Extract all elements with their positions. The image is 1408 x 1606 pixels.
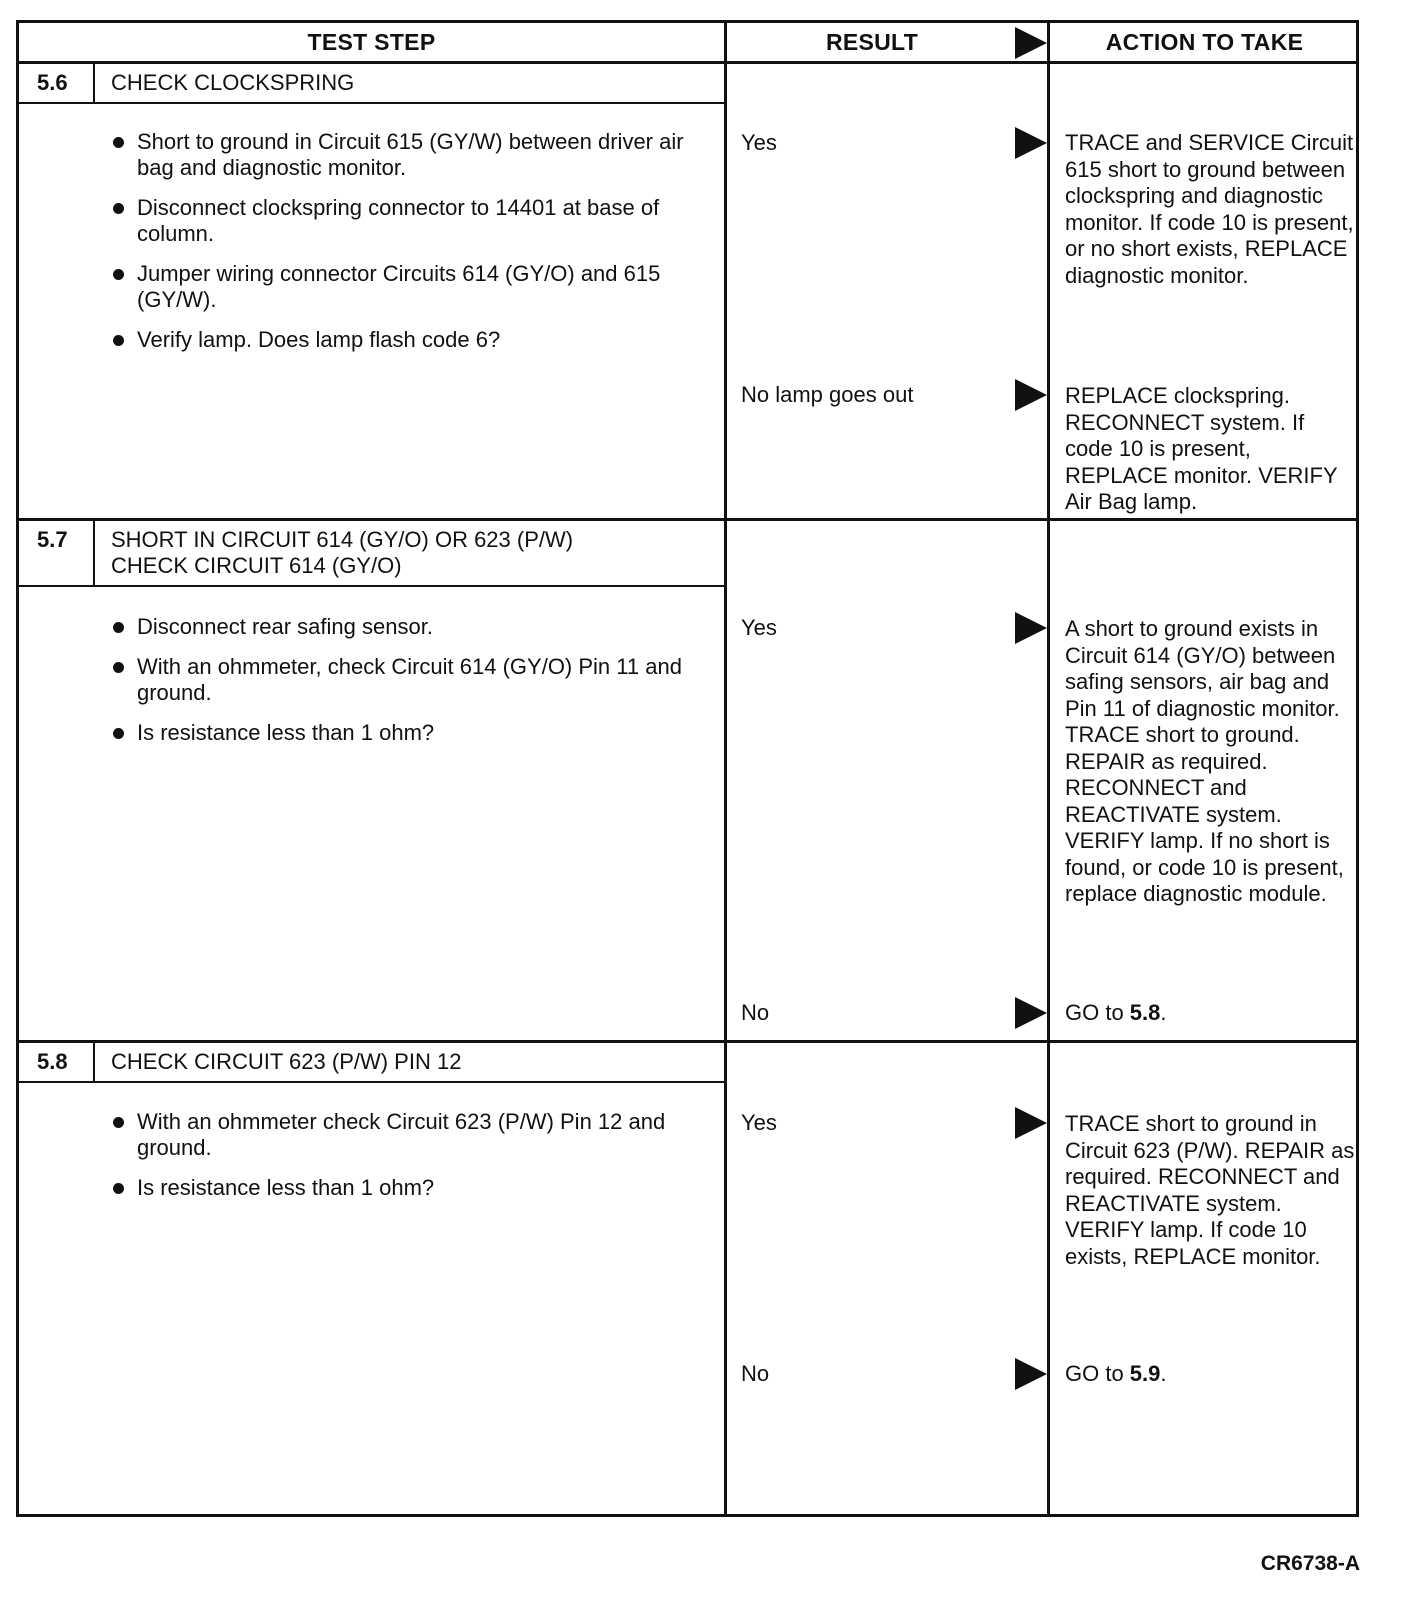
result-label: Yes: [741, 615, 777, 640]
step-title: SHORT IN CIRCUIT 614 (GY/O) OR 623 (P/W) CHECK CIRCUIT 614 (GY/O): [111, 527, 574, 578]
action-prefix: GO to: [1065, 1000, 1130, 1025]
step-reference: 5.9: [1129, 1361, 1161, 1386]
instruction-item: Verify lamp. Does lamp flash code 6?: [111, 327, 711, 353]
instruction-item: With an ohmmeter, check Circuit 614 (GY/O) Pin 11 and ground.: [111, 654, 711, 706]
result-arrow-icon: [1015, 1107, 1047, 1139]
step-number: 5.8: [19, 1043, 95, 1081]
header-result: RESULT: [825, 28, 919, 55]
instruction-item: Disconnect rear safing sensor.: [111, 614, 711, 640]
result-label: No lamp goes out: [741, 382, 914, 407]
result-label: Yes: [741, 1110, 777, 1135]
action-text: [1065, 1361, 1355, 1388]
action-text: REPLACE clockspring. RECONNECT system. If code 10 is present, REPLACE monitor. VERIFY Air Bag lamp.: [1065, 383, 1338, 514]
step-title: CHECK CIRCUIT 623 (P/W) PIN 12: [111, 1049, 462, 1074]
result-label: Yes: [741, 130, 777, 155]
instruction-item: Short to ground in Circuit 615 (GY/W) between driver air bag and diagnostic monitor.: [111, 129, 711, 181]
step-5-7-instructions: [111, 614, 711, 760]
action-suffix: .: [1160, 1000, 1167, 1025]
header-arrow-icon: [1015, 27, 1047, 59]
result-arrow-icon: [1015, 127, 1047, 159]
step-5-6-instructions: [111, 129, 711, 367]
column-divider-result: [724, 23, 727, 1514]
action-text: TRACE and SERVICE Circuit 615 short to ground between clockspring and diagnostic monitor. If code 10 is present, or no short exists, REPLACE diagnostic monitor.: [1065, 130, 1354, 288]
step-title: CHECK CLOCKSPRING: [111, 70, 355, 95]
instruction-item: Disconnect clockspring connector to 14401 at base of column.: [111, 195, 711, 247]
header-action: ACTION TO TAKE: [1105, 28, 1304, 55]
step-number: 5.7: [19, 521, 95, 585]
action-text: A short to ground exists in Circuit 614 (GY/O) between safing sensors, air bag and Pin 11 of diagnostic monitor. TRACE short to ground. REPAIR as required. RECONNECT and REACTIVATE system. VERIFY lamp. If no short is found, or code 10 is present, replace diagnostic module.: [1065, 616, 1344, 906]
step-header-5-7: [19, 521, 727, 587]
action-text: [1065, 1000, 1355, 1027]
figure-code: CR6738-A: [1260, 1552, 1360, 1575]
step-header-5-6: [19, 64, 727, 104]
column-divider-action: [1047, 23, 1050, 1514]
step-header-5-8: [19, 1043, 727, 1083]
result-arrow-icon: [1015, 379, 1047, 411]
result-arrow-icon: [1015, 1358, 1047, 1390]
action-prefix: GO to: [1065, 1361, 1130, 1386]
action-text: TRACE short to ground in Circuit 623 (P/W). REPAIR as required. RECONNECT and REACTIVATE system. VERIFY lamp. If code 10 exists, REPLACE monitor.: [1065, 1111, 1355, 1269]
result-label: No: [741, 1000, 770, 1025]
result-label: No: [741, 1361, 770, 1386]
step-reference: 5.8: [1129, 1000, 1161, 1025]
instruction-item: Jumper wiring connector Circuits 614 (GY/O) and 615 (GY/W).: [111, 261, 711, 313]
action-suffix: .: [1160, 1361, 1167, 1386]
diagnostic-table: [16, 20, 1359, 1517]
result-arrow-icon: [1015, 997, 1047, 1029]
step-5-8-instructions: [111, 1109, 711, 1215]
header-test-step: TEST STEP: [307, 28, 436, 55]
instruction-item: With an ohmmeter check Circuit 623 (P/W) Pin 12 and ground.: [111, 1109, 711, 1161]
instruction-item: Is resistance less than 1 ohm?: [111, 720, 711, 746]
instruction-item: Is resistance less than 1 ohm?: [111, 1175, 711, 1201]
result-arrow-icon: [1015, 612, 1047, 644]
step-number: 5.6: [19, 64, 95, 102]
